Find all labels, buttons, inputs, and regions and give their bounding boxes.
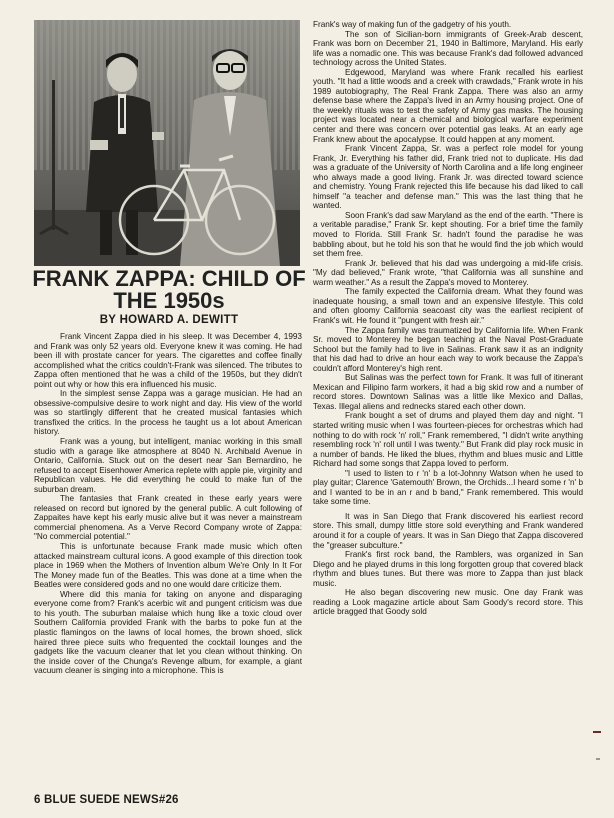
paragraph: Frank bought a set of drums and played them day and night. "I started writing music when I was fourteen-pieces for orchestras which had nothing to do with rock 'n' roll," Frank remembered, "I didn't write anything resembling rock 'n' roll until I was twenty." But Frank did play rock music in a number of bands. He liked the blues, rhythm and blues music and Little Richard had some songs that Zappa loved to perform. bbox=[313, 411, 583, 469]
paragraph: This is unfortunate because Frank made music which often attacked mainstream cultural icons. A good example of this direction took place in 1969 when the Mothers of Invention album We're Only In It For The Money made fun of the Beatles. This was done at a time when the Beatles were considered gods and no one would dare criticize them. bbox=[34, 542, 302, 590]
paragraph: Frank Jr. believed that his dad was undergoing a mid-life crisis. "My dad believed," Frank wrote, "that California was all sunshine and warm weather." As a result the Zappa's moved to Monterey. bbox=[313, 258, 583, 287]
page-number: 6 bbox=[34, 794, 41, 806]
paragraph: Frank Vincent Zappa, Sr. was a perfect role model for young Frank, Jr. Everything his father did, Frank tried not to duplicate. His dad was a graduate of the University of North Carolina and a life long engineer who always made a good living. Frank Jr. was directed toward science and chemistry. Young Frank rejected this life because his dad liked to call himself "a teacher and defense man." This was the last thing that he wanted. bbox=[313, 144, 583, 211]
page-footer bbox=[34, 794, 179, 806]
article-headline: FRANK ZAPPA: CHILD OF THE 1950s bbox=[32, 266, 306, 313]
photo-zappa-television-appearance bbox=[34, 20, 300, 266]
paragraph: The son of Sicilian-born immigrants of Greek-Arab descent, Frank was born on December 21, 1940 in Baltimore, Maryland. His early life was a nomadic one. This was because Frank's dad followed advanced technology across the United States. bbox=[313, 29, 583, 68]
photo-image bbox=[34, 20, 300, 266]
article-column-left bbox=[34, 332, 302, 676]
paragraph: The family expected the California dream. What they found was inadequate housing, a small town and an expensive lifestyle. This cold and often gloomy California seacoast city was the earliest recipient of Frank's wit. He found it "pungent with fresh air." bbox=[313, 287, 583, 325]
paragraph: The Zappa family was traumatized by California life. When Frank Sr. moved to Monterey he began teaching at the Naval Post-Graduate School but the family had to live in Salinas. Frank saw it as an indignity that his dad had to drive an hour each way to work because the Zappa's couldn't afford Monterey's high rent. bbox=[313, 325, 583, 373]
article-byline: BY HOWARD A. DEWITT bbox=[99, 314, 239, 326]
publication-name: BLUE SUEDE NEWS bbox=[44, 794, 159, 806]
paragraph: In the simplest sense Zappa was a garage musician. He had an obsessive-compulsive desire to work night and day. His view of the world was so startlingly different that he created musical fantasies which transfixed the critics. In the process he taught us a lot about American history. bbox=[34, 389, 302, 437]
paragraph: Edgewood, Maryland was where Frank recalled his earliest youth. "It had a little woods and a creek with crawdads," Frank wrote in his 1989 autobiography, The Real Frank Zappa. There was also an army defense base where the Zappa's lived in an Army housing project. One of the weekly rituals was to test the safety of Army gas masks. The housing project was located near a chemical and biological warfare experiment center and there was concern over potential gas leaks. At an early age Frank knew about the apocalypse. It could happen at any moment. bbox=[313, 67, 583, 144]
article-column-right bbox=[313, 20, 583, 617]
paragraph: Soon Frank's dad saw Maryland as the end of the earth. "There is a veritable paradise," Frank Sr. kept shouting. For a brief time the family moved to Florida. Still Frank Sr. hadn't found the paradise he was babbling about, but he told his son that he would find the job which would set them free. bbox=[313, 210, 583, 259]
paragraph: Frank's first rock band, the Ramblers, was organized in San Diego and he played drums in this long forgotten group that covered black rhythm and blues tunes. But there was more to Zappa than just black music. bbox=[313, 550, 583, 588]
paragraph: "I used to listen to r 'n' b a lot-Johnny Watson when he used to play guitar; Clarence 'Gatemouth' Brown, the Orchids...I heard some r 'n' b and I wanted to be in an r and b band," Frank remembered. This would take some time. bbox=[313, 468, 583, 507]
paragraph: He also began discovering new music. One day Frank was reading a Look magazine article about Sam Goody's record store. This article bragged that Goody sold bbox=[313, 588, 583, 617]
paragraph: But Salinas was the perfect town for Frank. It was full of itinerant Mexican and Filipino farm workers, it had a big skid row and a number of record stores. Downtown Salinas was a little like Mexico and Dallas, Texas. Illegal aliens and rednecks stared each other down. bbox=[313, 373, 583, 411]
paragraph: It was in San Diego that Frank discovered his earliest record store. This small, dumpy little store sold everything and Frank wandered around it for a couple of years. It was in San Diego that Zappa discovered the "greaser subculture." bbox=[313, 511, 583, 550]
paragraph: Where did this mania for taking on anyone and disparaging everyone come from? Frank's acerbic wit and pungent criticism was due to his youth. The suburban malaise which hung like a toxic cloud over Southern California provided Frank with the barbs to poke fun at the plastic flamingos on the lawns of local homes, the brown shoed, slick haired three piece suits who frequented the cocktail lounges and the gadgets like the vacuum cleaner that let you clean without thinking. On the inside cover of the Chunga's Revenge album, for example, a giant vacuum cleaner is singing into a microphone. This is bbox=[34, 589, 302, 676]
margin-mark bbox=[593, 731, 601, 733]
paragraph: Frank was a young, but intelligent, maniac working in this small studio with a garage like atmosphere at 8040 N. Archibald Avenue in Ontario, California. Stuck out on the desert near San Bernardino, he refused to accept Eisenhower America replete with apple pie, virginity and Republican values. He did everything he could to make fun of the suburban dream. bbox=[34, 437, 302, 494]
paragraph: Frank Vincent Zappa died in his sleep. It was December 4, 1993 and Frank was only 52 years old. Everyone knew it was coming. He had been ill with prostate cancer for years. The cigarettes and coffee finally accomplished what the critics couldn't-Frank was silenced. The tributes to Zappa often mentioned that he was a child of the 1950s, but they didn't point out why or how this era influenced his music. bbox=[34, 332, 302, 389]
paragraph: Frank's way of making fun of the gadgetry of his youth. bbox=[313, 20, 512, 29]
issue-number: #26 bbox=[158, 794, 179, 806]
margin-mark bbox=[596, 758, 600, 760]
paragraph: The fantasies that Frank created in these early years were released on record but ignored by the general public. A cult following of Zappaites have kept his early music alive but it was never a mainstream commercial phenomena. As a Verve Record Company wrote of Zappa: "No commercial potential." bbox=[34, 494, 302, 542]
